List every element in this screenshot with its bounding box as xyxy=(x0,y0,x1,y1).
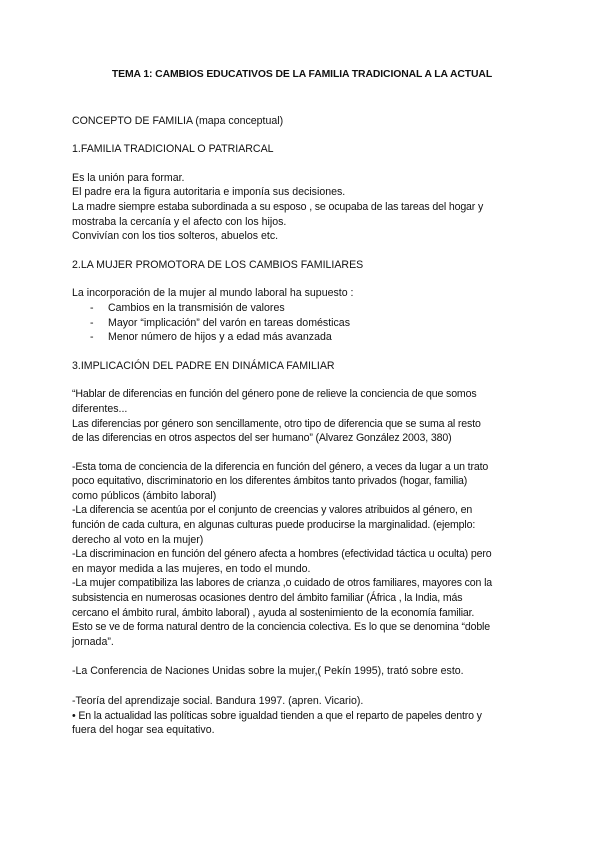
text-line: El padre era la figura autoritaria e imponía sus decisiones. xyxy=(72,186,346,199)
text-line: jornada”. xyxy=(72,635,114,648)
text-line: -Esta toma de conciencia de la diferencia en función del género, a veces da lugar a un trato xyxy=(72,460,489,473)
text-line: Las diferencias por género son sencillamente, otro tipo de diferencia que se suma al resto xyxy=(72,417,481,430)
section2-intro: La incorporación de la mujer al mundo laboral ha supuesto : xyxy=(72,287,354,300)
text-line: -La mujer compatibiliza las labores de crianza ,o cuidado de otros familiares, mayores con la xyxy=(72,577,493,590)
text-line: función de cada cultura, en algunas culturas puede producirse la marginalidad. (ejemplo: xyxy=(72,519,476,532)
text-line: • En la actualidad las políticas sobre igualdad tienden a que el reparto de papeles dentro y xyxy=(72,709,482,722)
text-line: Es la unión para formar. xyxy=(72,171,185,184)
document-page xyxy=(72,68,532,738)
text-line: Convivían con los tios solteros, abuelos etc. xyxy=(72,230,279,243)
text-line: -Teoría del aprendizaje social. Bandura 1997. (apren. Vicario). xyxy=(72,695,364,707)
text-line: fuera del hogar sea equitativo. xyxy=(72,724,215,737)
section1-body xyxy=(72,171,532,244)
section1-heading: 1.FAMILIA TRADICIONAL O PATRIARCAL xyxy=(72,143,274,156)
text-line: “Hablar de diferencias en función del género pone de relieve la conciencia de que somos xyxy=(72,388,477,401)
concept-heading: CONCEPTO DE FAMILIA (mapa conceptual) xyxy=(72,114,284,127)
section3-body xyxy=(72,460,532,650)
text-line: subsistencia en numerosas ocasiones dentro del ámbito familiar (África , la India, más xyxy=(72,592,463,605)
text-line: diferentes... xyxy=(72,402,128,415)
list-item: - Mayor “implicación” del varón en tareas domésticas xyxy=(90,316,532,331)
text-line: mostraba la cercanía y el afecto con los hijos. xyxy=(72,215,287,228)
text-line: derecho al voto en la mujer) xyxy=(72,533,204,546)
text-line: -La diferencia se acentúa por el conjunto de creencias y valores atribuidos al género, en xyxy=(72,504,473,517)
section3-heading: 3.IMPLICACIÓN DEL PADRE EN DINÁMICA FAMILIAR xyxy=(72,359,335,372)
text-line: de las diferencias en otros aspectos del ser humano” (Alvarez González 2003, 380) xyxy=(72,432,452,445)
section2-heading: 2.LA MUJER PROMOTORA DE LOS CAMBIOS FAMILIARES xyxy=(72,258,364,271)
text-line: en mayor medida a las mujeres, en todo el mundo. xyxy=(72,562,311,575)
section2-list xyxy=(72,301,532,345)
section3-quote xyxy=(72,387,532,445)
text-line: poco equitativo, discriminatorio en los diferentes ámbitos tanto privados (hogar, familia) xyxy=(72,475,468,488)
section3-final xyxy=(72,694,532,738)
list-item: - Cambios en la transmisión de valores xyxy=(90,301,532,316)
document-title: TEMA 1: CAMBIOS EDUCATIVOS DE LA FAMILIA TRADICIONAL A LA ACTUAL xyxy=(111,69,493,80)
text-line: Esto se ve de forma natural dentro de la conciencia colectiva. Es lo que se denomina “doble xyxy=(72,621,491,634)
text-line: -La discriminacion en función del género afecta a hombres (efectividad táctica u oculta) pero xyxy=(72,548,492,561)
conferencia-line: -La Conferencia de Naciones Unidas sobre la mujer,( Pekín 1995), trató sobre esto. xyxy=(72,665,464,678)
list-item: - Menor número de hijos y a edad más avanzada xyxy=(90,330,532,345)
text-line: como públicos (ámbito laboral) xyxy=(72,489,217,502)
text-line: La madre siempre estaba subordinada a su esposo , se ocupaba de las tareas del hogar y xyxy=(72,200,484,213)
text-line: cercano el ámbito rural, ámbito laboral) , ayuda al sostenimiento de la economía familiar. xyxy=(72,606,475,619)
